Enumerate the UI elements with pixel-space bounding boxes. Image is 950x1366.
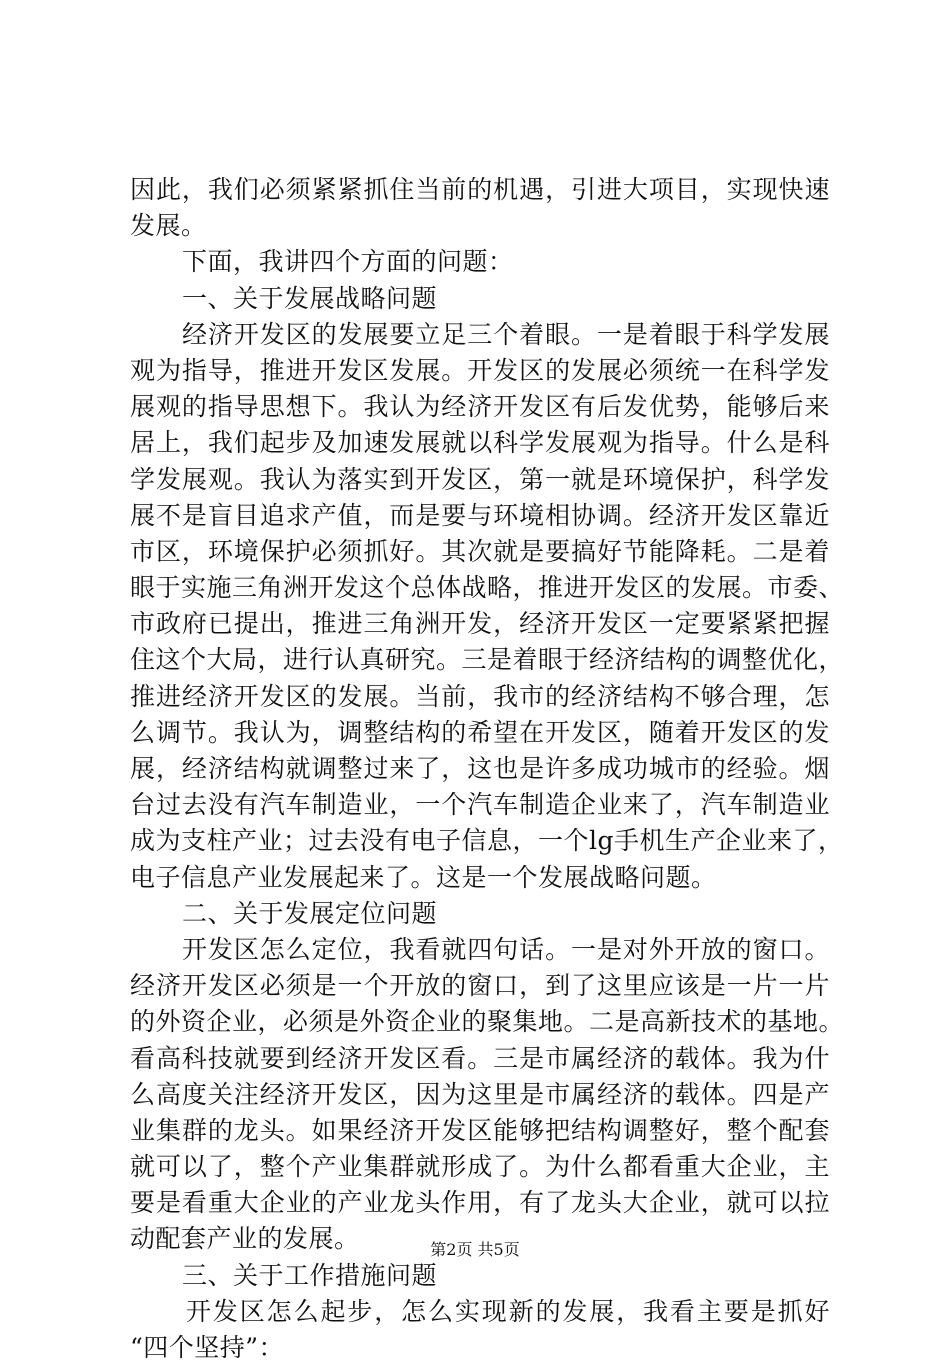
paragraph-line: 市区，环境保护必须抓好。其次就是要搞好节能降耗。二是着 [130,536,830,566]
paragraph-line: 经济开发区必须是一个开放的窗口，到了这里应该是一片一片 [130,971,830,1001]
paragraph-line: 下面，我讲四个方面的问题： [182,247,514,277]
paragraph-line: 开发区怎么起步，怎么实现新的发展，我看主要是抓好 [186,1296,830,1326]
paragraph-line: 展观的指导思想下。我认为经济开发区有后发优势，能够后来 [130,392,830,422]
paragraph-line: 台过去没有汽车制造业，一个汽车制造企业来了，汽车制造业 [130,790,830,820]
paragraph-line: 开发区怎么定位，我看就四句话。一是对外开放的窗口。 [182,934,830,964]
paragraph-line: 展，经济结构就调整过来了，这也是许多成功城市的经验。烟 [130,754,830,783]
paragraph-line: 成为支柱产业；过去没有电子信息，一个lg手机生产企业来了， [130,826,844,856]
paragraph-line: 么高度关注经济开发区，因为这里是市属经济的载体。四是产 [130,1079,830,1109]
paragraph-line: 居上，我们起步及加速发展就以科学发展观为指导。什么是科 [130,428,830,458]
paragraph-line: 经济开发区的发展要立足三个着眼。一是着眼于科学发展 [182,319,830,349]
paragraph-line: 眼于实施三角洲开发这个总体战略，推进开发区的发展。市委、 [130,573,845,603]
document-body [130,172,845,1366]
paragraph-line: 要是看重大企业的产业龙头作用，有了龙头大企业，就可以拉 [130,1188,830,1218]
section-heading: 三、关于工作措施问题 [182,1260,438,1290]
paragraph-line: 么调节。我认为，调整结构的希望在开发区，随着开发区的发 [130,717,830,747]
paragraph-line: 市政府已提出，推进三角洲开发，经济开发区一定要紧紧把握 [130,609,830,639]
paragraph-line: 的外资企业，必须是外资企业的聚集地。二是高新技术的基地。 [130,1007,845,1037]
paragraph-line: 观为指导，推进开发区发展。开发区的发展必须统一在科学发 [130,355,830,385]
paragraph-line: 发展。 [130,211,207,241]
paragraph-line: “四个坚持”： [130,1333,285,1362]
paragraph-line: 展不是盲目追求产值，而是要与环境相协调。经济开发区靠近 [130,500,830,530]
section-heading: 一、关于发展战略问题 [182,283,438,313]
section-heading: 二、关于发展定位问题 [182,898,438,928]
paragraph-line: 住这个大局，进行认真研究。三是着眼于经济结构的调整优化， [130,645,845,675]
paragraph-line: 就可以了，整个产业集群就形成了。为什么都看重大企业，主 [130,1152,830,1182]
paragraph-line: 动配套产业的发展。 [130,1224,360,1254]
paragraph-line: 电子信息产业发展起来了。这是一个发展战略问题。 [130,862,717,892]
paragraph-line: 看高科技就要到经济开发区看。三是市属经济的载体。我为什 [130,1043,830,1073]
paragraph-line: 业集群的龙头。如果经济开发区能够把结构调整好，整个配套 [130,1115,830,1145]
paragraph-line: 因此，我们必须紧紧抓住当前的机遇，引进大项目，实现快速 [130,175,830,204]
page-number-footer: 第2页 共5页 [430,1240,520,1259]
paragraph-line: 推进经济开发区的发展。当前，我市的经济结构不够合理，怎 [130,681,830,711]
paragraph-line: 学发展观。我认为落实到开发区，第一就是环境保护，科学发 [130,464,830,494]
